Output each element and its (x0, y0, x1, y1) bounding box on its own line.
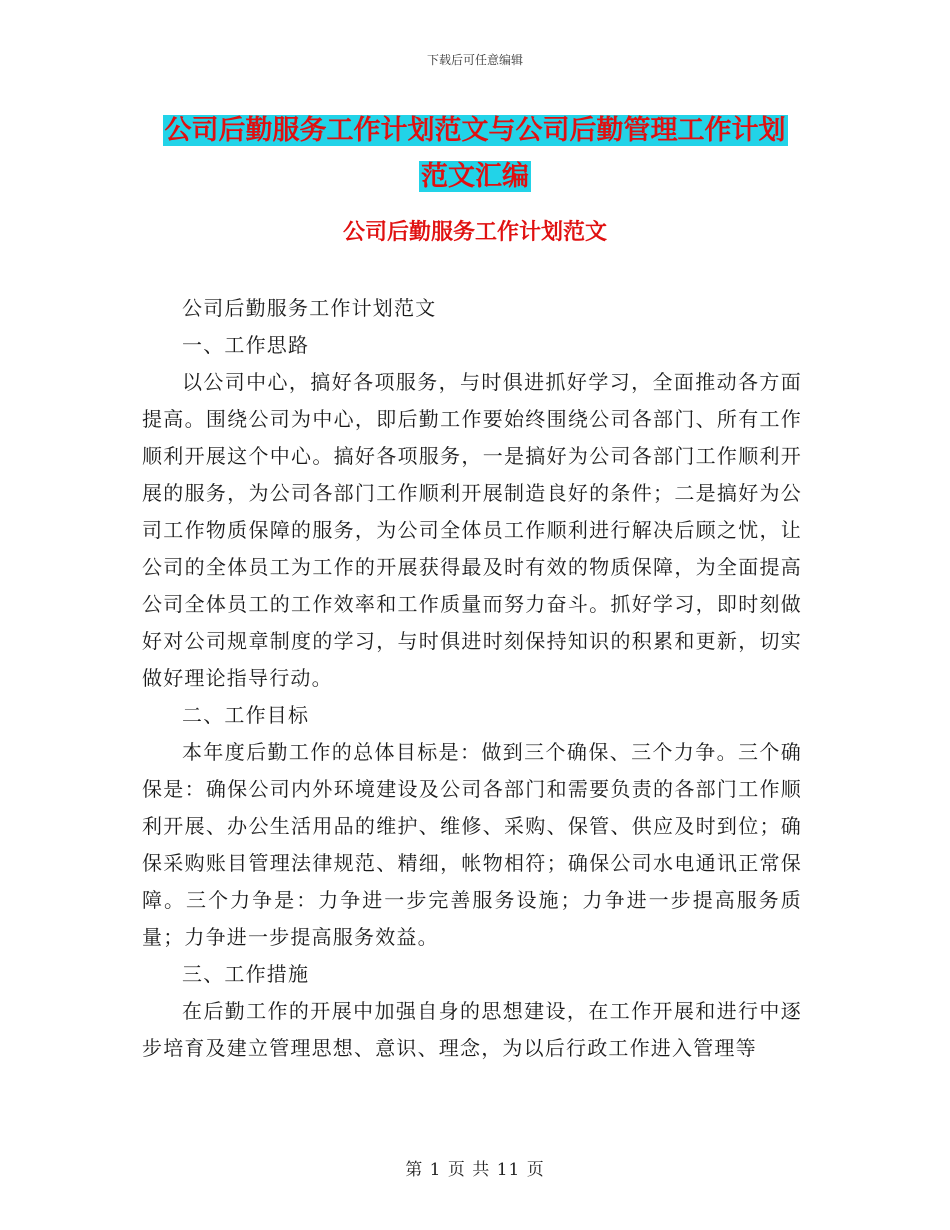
header-note: 下载后可任意编辑 (426, 53, 523, 67)
body-text (142, 290, 802, 1067)
document-title-line2: 范文汇编 (421, 161, 529, 192)
paragraph-work-approach: 以公司中心，搞好各项服务，与时俱进抓好学习，全面推动各方面提高。围绕公司为中心，即后勤工作要始终围绕公司各部门、所有工作顺利开展这个中心。搞好各项服务，一是搞好为公司各部门工作顺利开展的服务，为公司各部门工作顺利开展制造良好的条件；二是搞好为公司工作物质保障的服务，为公司全体员工作顺利进行解决后顾之忧，让公司的全体员工为工作的开展获得最及时有效的物质保障，为全面提高公司全体员工的工作效率和工作质量而努力奋斗。抓好学习，即时刻做好对公司规章制度的学习，与时俱进时刻保持知识的积累和更新，切实做好理论指导行动。 (142, 370, 802, 690)
page-footer: 第 1 页 共 11 页 (405, 1160, 545, 1180)
paragraph-work-measures: 在后勤工作的开展中加强自身的思想建设，在工作开展和进行中逐步培育及建立管理思想、意识、理念，为以后行政工作进入管理等 (142, 999, 802, 1060)
document-title (140, 108, 810, 200)
paragraph-subtitle: 公司后勤服务工作计划范文 (182, 296, 437, 320)
section-title: 公司后勤服务工作计划范文 (342, 220, 607, 245)
document-title-line1: 公司后勤服务工作计划范文与公司后勤管理工作计划 (164, 115, 786, 146)
heading-work-goals: 二、工作目标 (182, 703, 310, 727)
heading-work-measures: 三、工作措施 (182, 962, 310, 986)
heading-work-approach: 一、工作思路 (182, 333, 310, 357)
paragraph-work-goals: 本年度后勤工作的总体目标是：做到三个确保、三个力争。三个确保是：确保公司内外环境建设及公司各部门和需要负责的各部门工作顺利开展、办公生活用品的维护、维修、采购、保管、供应及时到位；确保采购账目管理法律规范、精细，帐物相符；确保公司水电通讯正常保障。三个力争是：力争进一步完善服务设施；力争进一步提高服务质量；力争进一步提高服务效益。 (142, 740, 802, 949)
